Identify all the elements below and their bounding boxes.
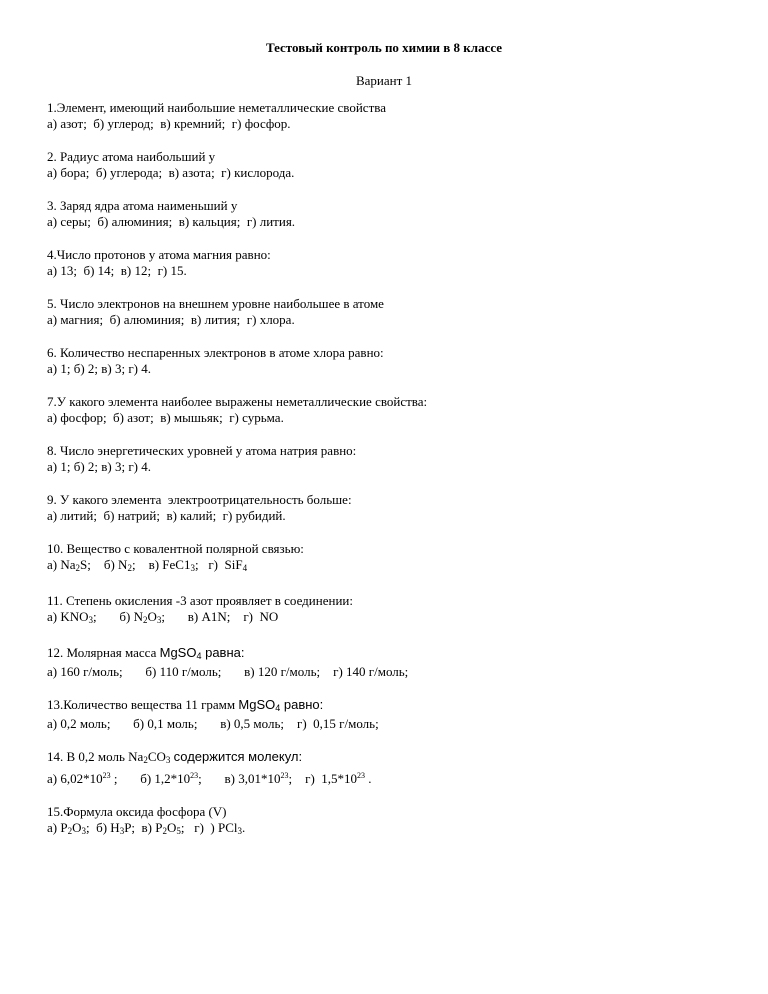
question-text: 5. Число электронов на внешнем уровне наибольшее в атоме [47, 296, 384, 311]
question-5 [47, 296, 727, 328]
question-4 [47, 247, 727, 279]
question-text: 12. Молярная масса MgSO$_4$ равна: [47, 645, 245, 661]
question-text: 1.Элемент, имеющий наибольшие неметаллические свойства [47, 100, 386, 115]
question-15 [47, 804, 727, 839]
question-14 [47, 749, 727, 787]
question-text: 14. В 0,2 моль $Na_2CO_3$ содержится молекул: [47, 749, 303, 765]
answer-options: а) фосфор; б) азот; в) мышьяк; г) сурьма. [47, 410, 284, 425]
question-1 [47, 100, 727, 132]
question-7 [47, 394, 727, 426]
question-8 [47, 443, 727, 475]
answer-options: а) 1; б) 2; в) 3; г) 4. [47, 459, 152, 474]
question-text: 13.Количество вещества 11 грамм MgSO$_4$ равно: [47, 697, 324, 713]
question-text: 4.Число протонов у атома магния равно: [47, 247, 271, 262]
question-list [47, 100, 727, 856]
question-13 [47, 697, 727, 732]
question-9 [47, 492, 727, 524]
question-text: 11. Степень окисления -3 азот проявляет в соединении: [47, 593, 353, 608]
question-text: 2. Радиус атома наибольший у [47, 149, 216, 164]
answer-options: а) магния; б) алюминия; в) лития; г) хлора. [47, 312, 295, 327]
question-text: 3. Заряд ядра атома наименьший у [47, 198, 238, 213]
answer-options: а) 0,2 моль; б) 0,1 моль; в) 0,5 моль; г) 0,15 г/моль; [47, 716, 379, 731]
question-12 [47, 645, 727, 680]
question-6 [47, 345, 727, 377]
question-text: 8. Число энергетических уровней у атома натрия равно: [47, 443, 357, 458]
answer-options: а) бора; б) углерода; в) азота; г) кислорода. [47, 165, 295, 180]
variant-text: Вариант 1 [355, 73, 413, 88]
answer-options: а) 1; б) 2; в) 3; г) 4. [47, 361, 152, 376]
question-11 [47, 593, 727, 628]
variant-label [0, 73, 768, 89]
answer-options: а) $6,02*10^{23}$ ; б) $1,2*10^{23}$; в) $3,01*10^{23}$; г) $1,5*10^{23}$ . [47, 771, 372, 786]
answer-options: а) серы; б) алюминия; в) кальция; г) лития. [47, 214, 296, 229]
question-text: 15.Формула оксида фосфора (V) [47, 804, 227, 819]
answer-options: а) 13; б) 14; в) 12; г) 15. [47, 263, 187, 278]
document-title: Тестовый контроль по химии в 8 классе [265, 40, 503, 55]
answer-options: а) 160 г/моль; б) 110 г/моль; в) 120 г/моль; г) 140 г/моль; [47, 664, 409, 679]
question-2 [47, 149, 727, 181]
question-10 [47, 541, 727, 576]
answer-options: а) $P_2O_3$; б) $H_3P$; в) $P_2O_5$; г) ) PCl$_3$. [47, 820, 246, 836]
answer-options: а) $KNO_3$; б) $N_2O_3$; в) A1N; г) NO [47, 609, 279, 625]
answer-options: а) азот; б) углерод; в) кремний; г) фосфор. [47, 116, 291, 131]
question-text: 7.У какого элемента наиболее выражены неметаллические свойства: [47, 394, 428, 409]
question-3 [47, 198, 727, 230]
answer-options: а) $Na_2S$; б) $N_2$; в) $FeC1_3$; г) SiF$_4$ [47, 557, 248, 573]
question-text: 6. Количество неспаренных электронов в атоме хлора равно: [47, 345, 384, 360]
answer-options: а) литий; б) натрий; в) калий; г) рубидий. [47, 508, 286, 523]
question-text: 10. Вещество с ковалентной полярной связью: [47, 541, 304, 556]
question-text: 9. У какого элемента электроотрицательность больше: [47, 492, 352, 507]
